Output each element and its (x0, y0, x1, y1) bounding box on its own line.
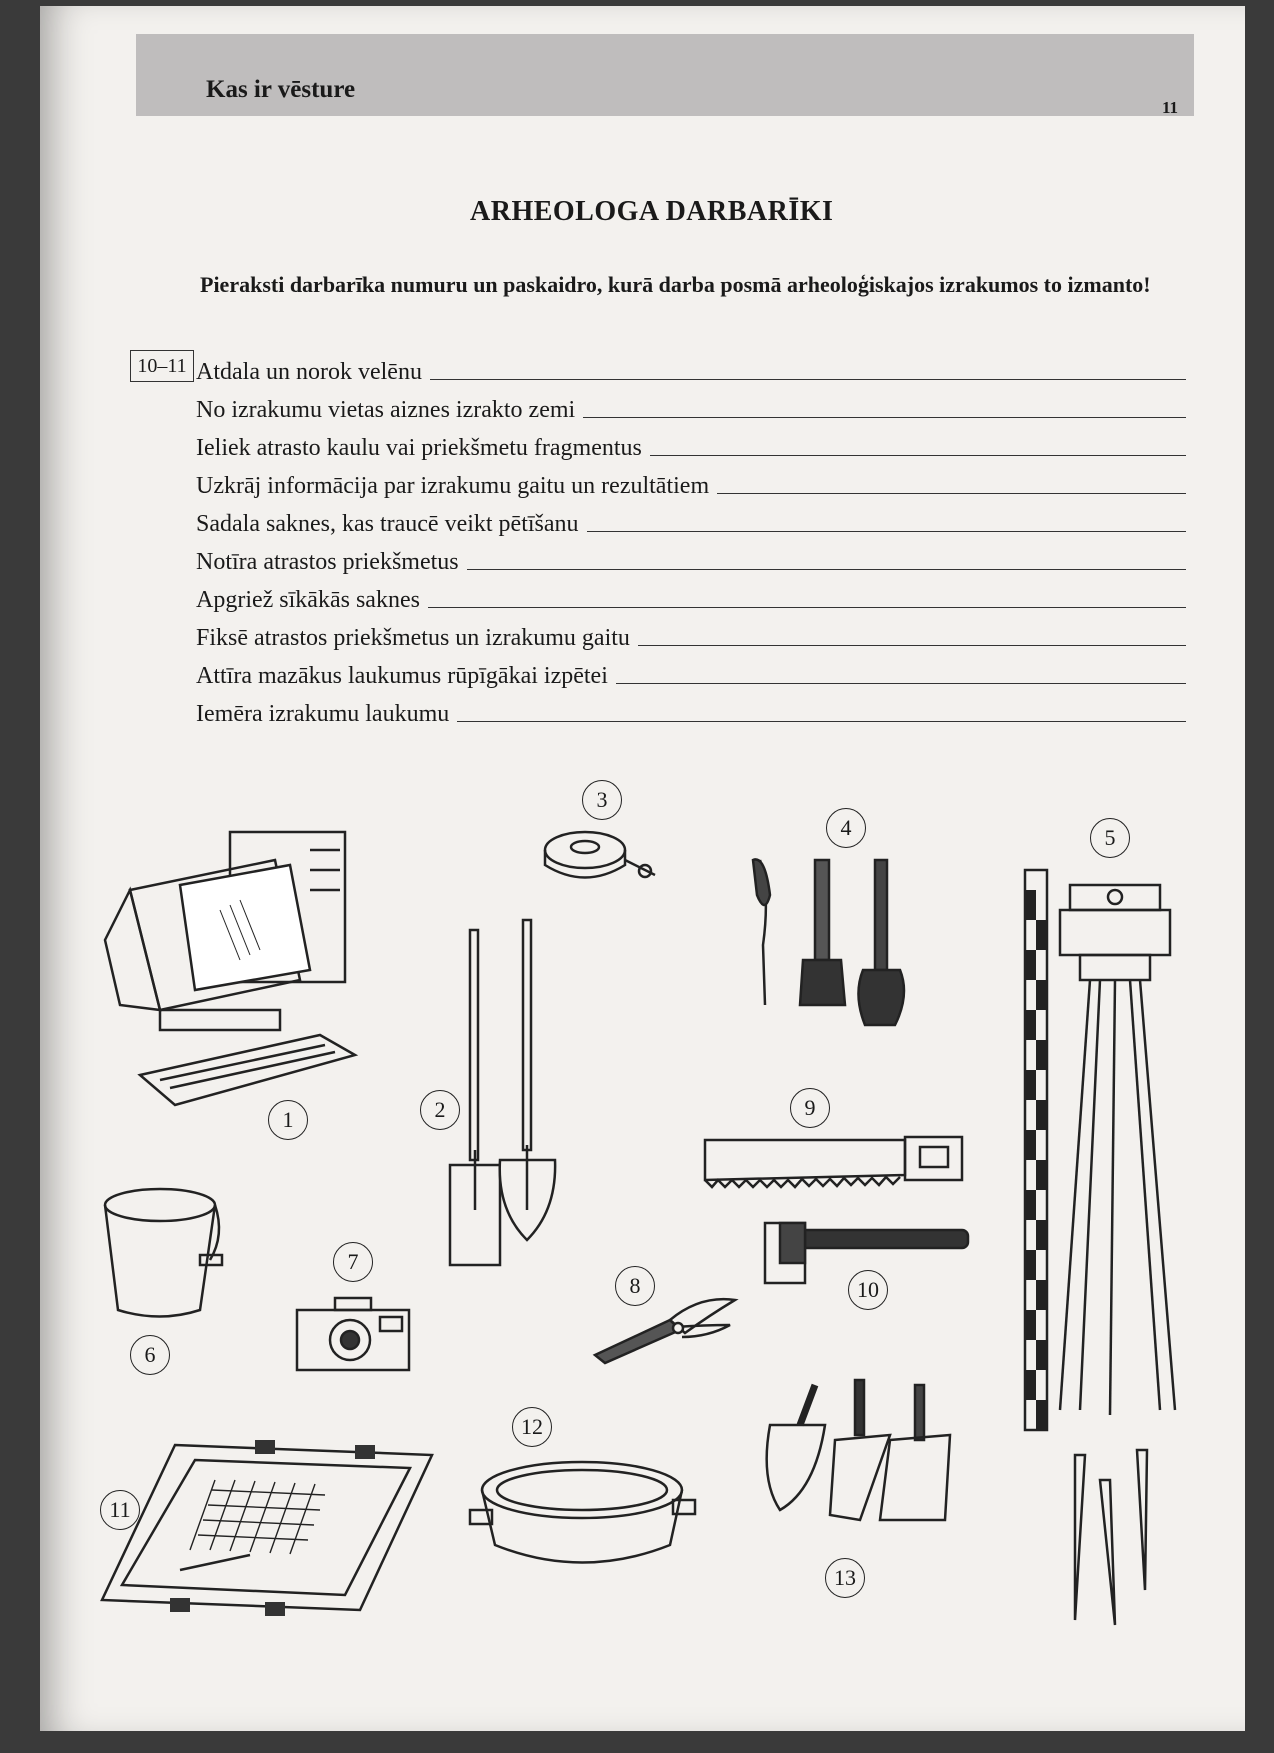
camera-icon (295, 1295, 415, 1375)
task-label: Attīra mazākus laukumus rūpīgākai izpētei (196, 663, 608, 689)
task-row (196, 388, 1186, 424)
stakes-icon (1055, 1450, 1165, 1630)
brushes-icon (745, 855, 935, 1035)
tool-number-circle: 2 (420, 1090, 460, 1130)
page-number: 11 (1161, 98, 1178, 117)
answer-line[interactable] (428, 607, 1186, 608)
answer-line[interactable] (583, 417, 1186, 418)
task-row (196, 502, 1186, 538)
trowels-icon (755, 1380, 965, 1530)
answer-line[interactable] (430, 379, 1186, 380)
tape-measure-icon (540, 825, 660, 895)
answer-line[interactable] (650, 455, 1186, 456)
answer-line[interactable] (616, 683, 1186, 684)
bucket-icon (100, 1185, 230, 1325)
drawing-board-icon (100, 1440, 435, 1620)
tool-number-circle: 6 (130, 1335, 170, 1375)
task-label: Fiksē atrastos priekšmetus un izrakumu gaitu (196, 625, 630, 651)
pruning-shears-icon (590, 1295, 740, 1365)
task-label: Notīra atrastos priekšmetus (196, 549, 459, 575)
task-row (196, 350, 1186, 386)
tool-number-circle: 3 (582, 780, 622, 820)
answer-line[interactable] (587, 531, 1186, 532)
shovels-icon (445, 920, 575, 1270)
header-band (136, 34, 1194, 116)
instruction-text: Pieraksti darbarīka numuru un paskaidro, kurā darba posmā arheoloģiskajos izrakumos to izmanto! (200, 272, 1151, 297)
saw-icon (700, 1135, 970, 1195)
tool-number-circle: 1 (268, 1100, 308, 1140)
answer-line[interactable] (467, 569, 1186, 570)
task-row (196, 426, 1186, 462)
answer-line[interactable] (457, 721, 1186, 722)
basin-icon (470, 1455, 700, 1575)
task-row (196, 464, 1186, 500)
tool-number-circle: 9 (790, 1088, 830, 1128)
theodolite-icon (1010, 870, 1200, 1430)
worksheet-title: ARHEOLOGA DARBARĪKI (470, 196, 834, 227)
tool-number-circle: 7 (333, 1242, 373, 1282)
tool-number-circle: 13 (825, 1558, 865, 1598)
answer-line[interactable] (638, 645, 1186, 646)
task-row (196, 654, 1186, 690)
tool-number-circle: 4 (826, 808, 866, 848)
task-label: Atdala un norok velēnu (196, 359, 422, 385)
sample-answer-box: 10–11 (130, 350, 194, 382)
tool-number-circle: 5 (1090, 818, 1130, 858)
task-label: Apgriež sīkākās saknes (196, 587, 420, 613)
answer-line[interactable] (717, 493, 1186, 494)
computer-icon (100, 830, 360, 1120)
section-title: Kas ir vēsture (206, 76, 356, 103)
task-row (196, 578, 1186, 614)
tool-number-circle: 11 (100, 1490, 140, 1530)
task-label: Iemēra izrakumu laukumu (196, 701, 450, 727)
task-row (196, 540, 1186, 576)
tool-number-circle: 10 (848, 1270, 888, 1310)
task-label: No izrakumu vietas aiznes izrakto zemi (196, 397, 576, 423)
task-label: Uzkrāj informācija par izrakumu gaitu un rezultātiem (196, 473, 710, 499)
task-label: Sadala saknes, kas traucē veikt pētīšanu (196, 511, 579, 537)
task-row (196, 616, 1186, 652)
tool-number-circle: 12 (512, 1407, 552, 1447)
tool-number-circle: 8 (615, 1266, 655, 1306)
task-row (196, 692, 1186, 728)
task-label: Ieliek atrasto kaulu vai priekšmetu fragmentus (196, 435, 642, 461)
